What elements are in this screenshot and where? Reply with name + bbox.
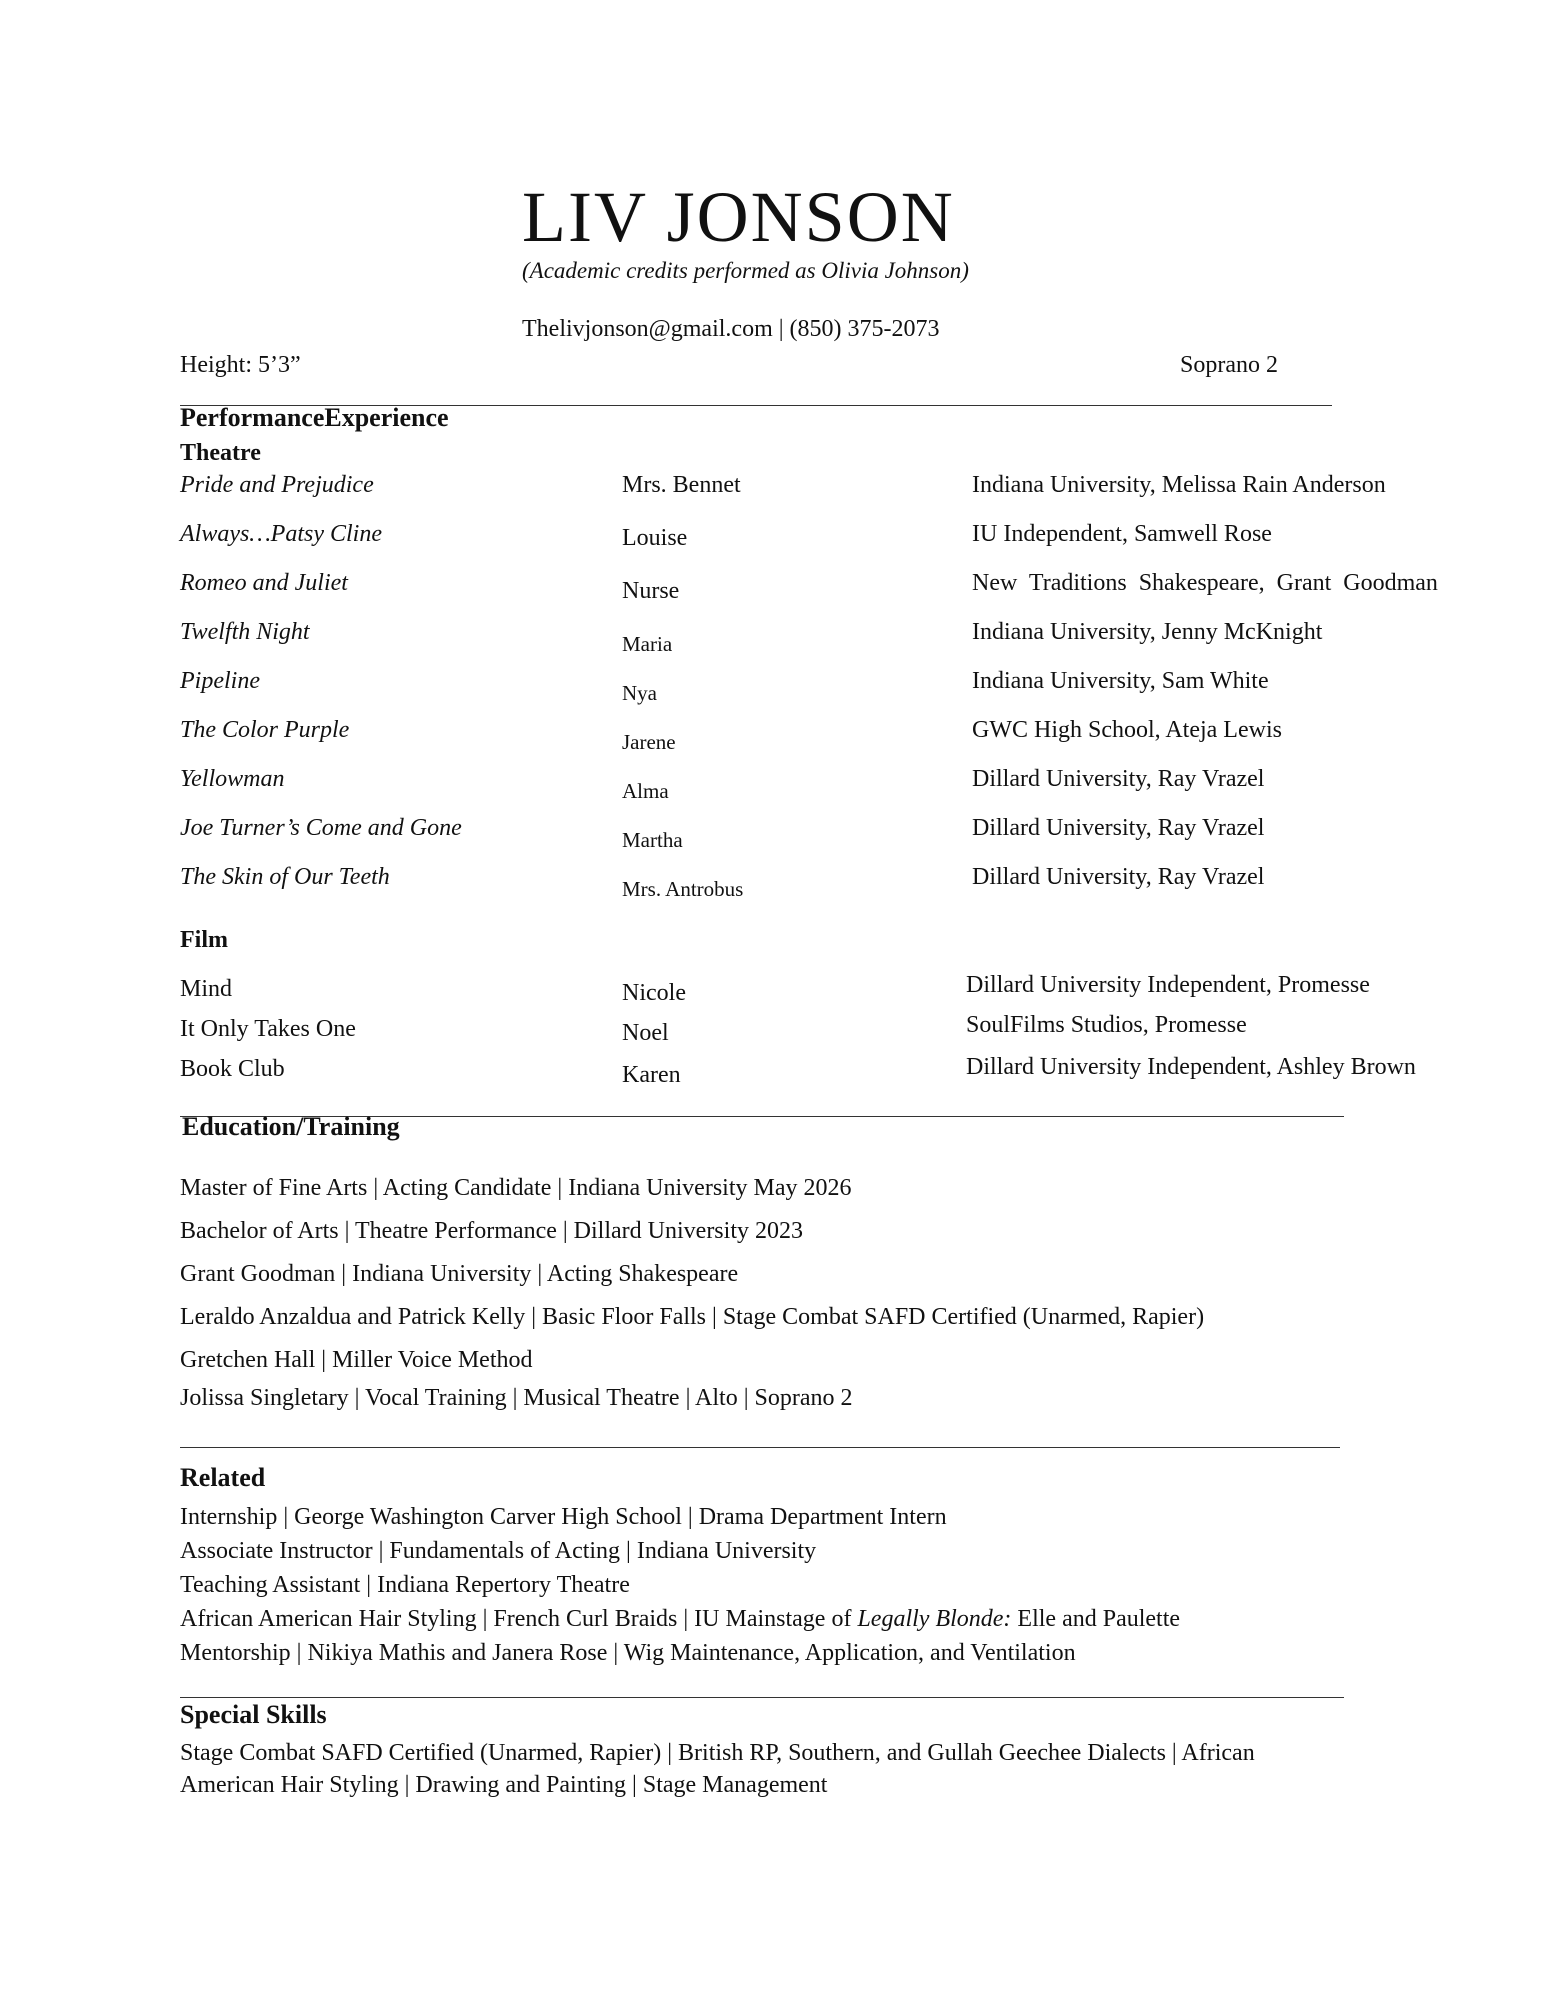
education-item: Gretchen Hall | Miller Voice Method [180,1347,533,1373]
film-company: Dillard University Independent, Ashley Brown [966,1054,1416,1080]
film-role: Nicole [622,980,686,1006]
theatre-company: Indiana University, Sam White [972,668,1269,694]
theatre-show: Always…Patsy Cline [180,521,382,547]
related-item: Associate Instructor | Fundamentals of Acting | Indiana University [180,1538,817,1564]
film-company: Dillard University Independent, Promesse [966,972,1370,998]
divider [180,1697,1344,1698]
theatre-company: GWC High School, Ateja Lewis [972,717,1282,743]
theatre-role: Nya [622,681,657,705]
theatre-show: Joe Turner’s Come and Gone [180,815,462,841]
name-subtitle: (Academic credits performed as Olivia Johnson) [522,258,969,283]
theatre-company: New Traditions Shakespeare, Grant Goodman [972,570,1438,596]
film-title: Film [180,927,228,953]
film-show: It Only Takes One [180,1016,356,1042]
skills-title: Special Skills [180,1700,327,1729]
theatre-title: Theatre [180,440,261,466]
performance-title: PerformanceExperience [180,403,449,432]
theatre-role: Nurse [622,578,680,604]
theatre-show: Twelfth Night [180,619,310,645]
film-show: Mind [180,976,233,1002]
film-role: Noel [622,1020,669,1046]
theatre-show: Pipeline [180,668,260,694]
related-item: Mentorship | Nikiya Mathis and Janera Rose | Wig Maintenance, Application, and Ventilation [180,1640,1076,1666]
theatre-show: The Color Purple [180,717,350,743]
education-item: Leraldo Anzaldua and Patrick Kelly | Basic Floor Falls | Stage Combat SAFD Certified (Unarmed, Rapier) [180,1304,1205,1330]
skills-line: American Hair Styling | Drawing and Painting | Stage Management [180,1772,828,1798]
film-company: SoulFilms Studios, Promesse [966,1012,1247,1038]
related-item: African American Hair Styling | French Curl Braids | IU Mainstage of Legally Blonde: Elle and Paulette [180,1606,1181,1632]
resume-name: LIV JONSON [522,177,955,257]
theatre-company: Indiana University, Jenny McKnight [972,619,1323,645]
theatre-role: Jarene [622,730,676,754]
theatre-role: Mrs. Bennet [622,472,741,498]
theatre-company: Dillard University, Ray Vrazel [972,766,1265,792]
theatre-show: The Skin of Our Teeth [180,864,390,890]
film-show: Book Club [180,1056,285,1082]
theatre-company: Indiana University, Melissa Rain Anderson [972,472,1386,498]
theatre-show: Yellowman [180,766,285,792]
film-role: Karen [622,1062,681,1088]
voice-type: Soprano 2 [1180,352,1278,378]
theatre-role: Mrs. Antrobus [622,877,744,901]
divider [180,1447,1340,1448]
theatre-show: Romeo and Juliet [180,570,348,596]
related-item: Internship | George Washington Carver High School | Drama Department Intern [180,1504,947,1530]
skills-line: Stage Combat SAFD Certified (Unarmed, Rapier) | British RP, Southern, and Gullah Geechee Dialects | African [180,1740,1255,1766]
theatre-company: Dillard University, Ray Vrazel [972,815,1265,841]
education-item: Master of Fine Arts | Acting Candidate | Indiana University May 2026 [180,1175,852,1201]
contact-info: Thelivjonson@gmail.com | (850) 375-2073 [522,316,940,342]
theatre-role: Maria [622,632,673,656]
education-item: Jolissa Singletary | Vocal Training | Musical Theatre | Alto | Soprano 2 [180,1385,853,1411]
education-item: Grant Goodman | Indiana University | Acting Shakespeare [180,1261,739,1287]
theatre-company: IU Independent, Samwell Rose [972,521,1272,547]
education-title: Education/Training [182,1112,400,1141]
theatre-role: Alma [622,779,669,803]
theatre-company: Dillard University, Ray Vrazel [972,864,1265,890]
theatre-role: Martha [622,828,683,852]
related-item: Teaching Assistant | Indiana Repertory Theatre [180,1572,630,1598]
theatre-role: Louise [622,525,688,551]
height-info: Height: 5’3” [180,352,301,378]
education-item: Bachelor of Arts | Theatre Performance | Dillard University 2023 [180,1218,803,1244]
theatre-show: Pride and Prejudice [180,472,374,498]
related-title: Related [180,1463,266,1492]
